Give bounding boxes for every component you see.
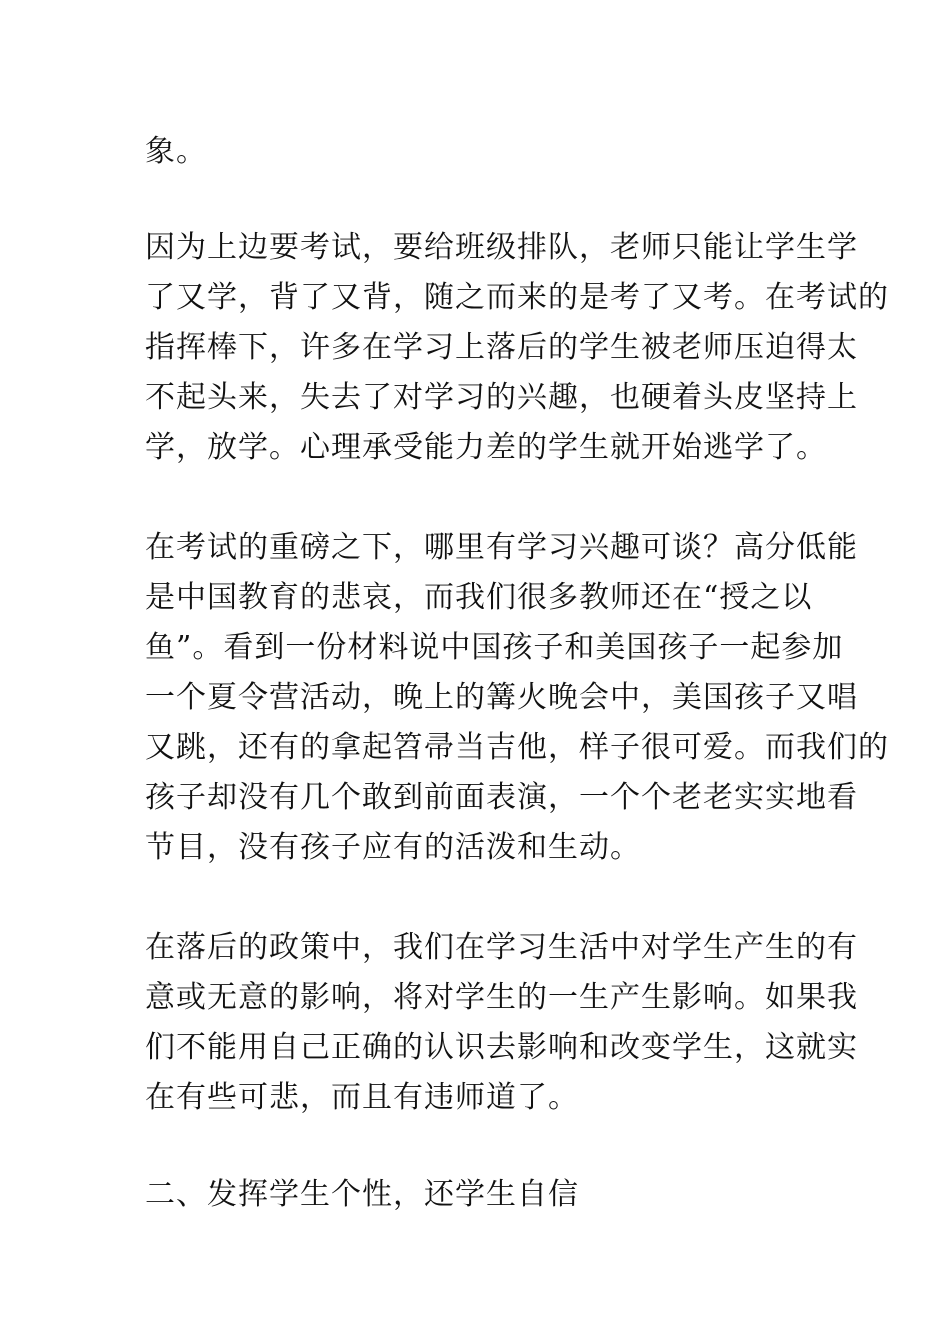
paragraph-line: 是中国教育的悲哀，而我们很多教师还在“授之以 xyxy=(145,580,813,615)
section-heading: 二、发挥学生个性，还学生自信 xyxy=(145,1177,579,1212)
paragraph-line: 在有些可悲，而且有违师道了。 xyxy=(145,1080,579,1115)
paragraph-line: 了又学，背了又背，随之而来的是考了又考。在考试的 xyxy=(145,280,889,315)
paragraph-line: 一个夏令营活动，晚上的篝火晚会中，美国孩子又唱 xyxy=(145,680,858,715)
paragraph-line: 孩子却没有几个敢到前面表演，一个个老老实实地看 xyxy=(145,780,858,815)
paragraph-line: 象。 xyxy=(145,134,207,169)
paragraph-line: 不起头来，失去了对学习的兴趣，也硬着头皮坚持上 xyxy=(145,380,858,415)
paragraph-line: 因为上边要考试，要给班级排队，老师只能让学生学 xyxy=(145,230,858,265)
paragraph-line: 指挥棒下，许多在学习上落后的学生被老师压迫得太 xyxy=(145,330,858,365)
paragraph-line: 学，放学。心理承受能力差的学生就开始逃学了。 xyxy=(145,430,827,465)
paragraph-line: 节目，没有孩子应有的活泼和生动。 xyxy=(145,830,641,865)
paragraph-line: 又跳，还有的拿起笤帚当吉他，样子很可爱。而我们的 xyxy=(145,730,889,765)
paragraph-line: 鱼”。看到一份材料说中国孩子和美国孩子一起参加 xyxy=(145,630,844,665)
paragraph-line: 在落后的政策中，我们在学习生活中对学生产生的有 xyxy=(145,930,858,965)
paragraph-line: 们不能用自己正确的认识去影响和改变学生，这就实 xyxy=(145,1030,858,1065)
paragraph-line: 意或无意的影响，将对学生的一生产生影响。如果我 xyxy=(145,980,858,1015)
paragraph-line: 在考试的重磅之下，哪里有学习兴趣可谈？高分低能 xyxy=(145,530,858,565)
